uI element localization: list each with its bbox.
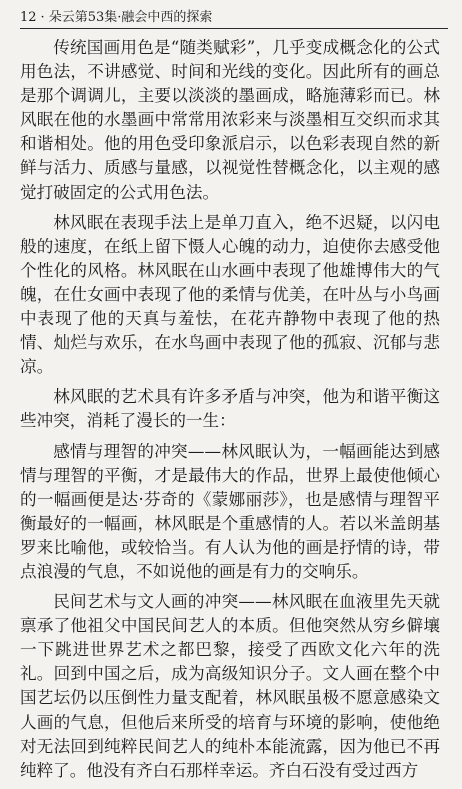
paragraph: 民间艺术与文人画的冲突——林风眠在血液里先天就禀承了他祖父中国民间艺人的本质。但他突然从穷乡僻壤一下跳进世界艺术之都巴黎，接受了西欧文化六年的洗礼。回到中国之后，成为高级知识分子。文人画在整个中国艺坛仍以压倒性力量支配着，林风眠虽极不愿意感染文人画的气息，但他后来所受的培育与环境的影响，使他绝对无法回到纯粹民间艺人的纯朴本能流露，因为他已不再纯粹了。他没有齐白石那样幸运。齐白石没有受过西方 (20, 592, 440, 780)
paragraph: 林风眠的艺术具有许多矛盾与冲突，他为和谐平衡这些冲突，消耗了漫长的一生： (20, 387, 440, 431)
running-header (20, 8, 448, 28)
header-separator: · (40, 10, 45, 25)
body-text (20, 36, 440, 789)
header-rule (20, 28, 448, 29)
paragraph: 林风眠在表现手法上是单刀直入，绝不迟疑，以闪电般的速度，在纸上留下慑人心魄的动力，迫使你去感受他个性化的风格。林风眠在山水画中表现了他雄博伟大的气魄，在仕女画中表现了他的柔情与优美，在叶丛与小鸟画中表现了他的天真与羞怯，在花卉静物中表现了他的热情、灿烂与欢乐，在水鸟画中表现了他的孤寂、沉郁与悲凉。 (20, 212, 440, 377)
paragraph: 传统国画用色是“随类赋彩”，几乎变成概念化的公式用色法，不讲感觉、时间和光线的变化。因此所有的画总是那个调调儿，主要以淡淡的墨画成，略施薄彩而已。林风眠在他的水墨画中常常用浓彩来与淡墨相互交织而求其和谐相处。他的用色受印象派启示，以色彩表现自然的新鲜与活力、质感与量感，以视觉性替概念化，以主观的感觉打破固定的公式用色法。 (20, 38, 440, 202)
running-title: 朵云第53集·融会中西的探索 (48, 10, 213, 25)
paragraph: 感情与理智的冲突——林风眠认为，一幅画能达到感情与理智的平衡，才是最伟大的作品，世界上最使他倾心的一幅画便是达·芬奇的《蒙娜丽莎》，也是感情与理智平衡最好的一幅画，林风眠是个重感情的人。若以米盖朗基罗来比喻他，或较恰当。有人认为他的画是抒情的诗，带点浪漫的气息，不如说他的画是有力的交响乐。 (20, 441, 440, 581)
page-number: 12 (20, 10, 37, 25)
